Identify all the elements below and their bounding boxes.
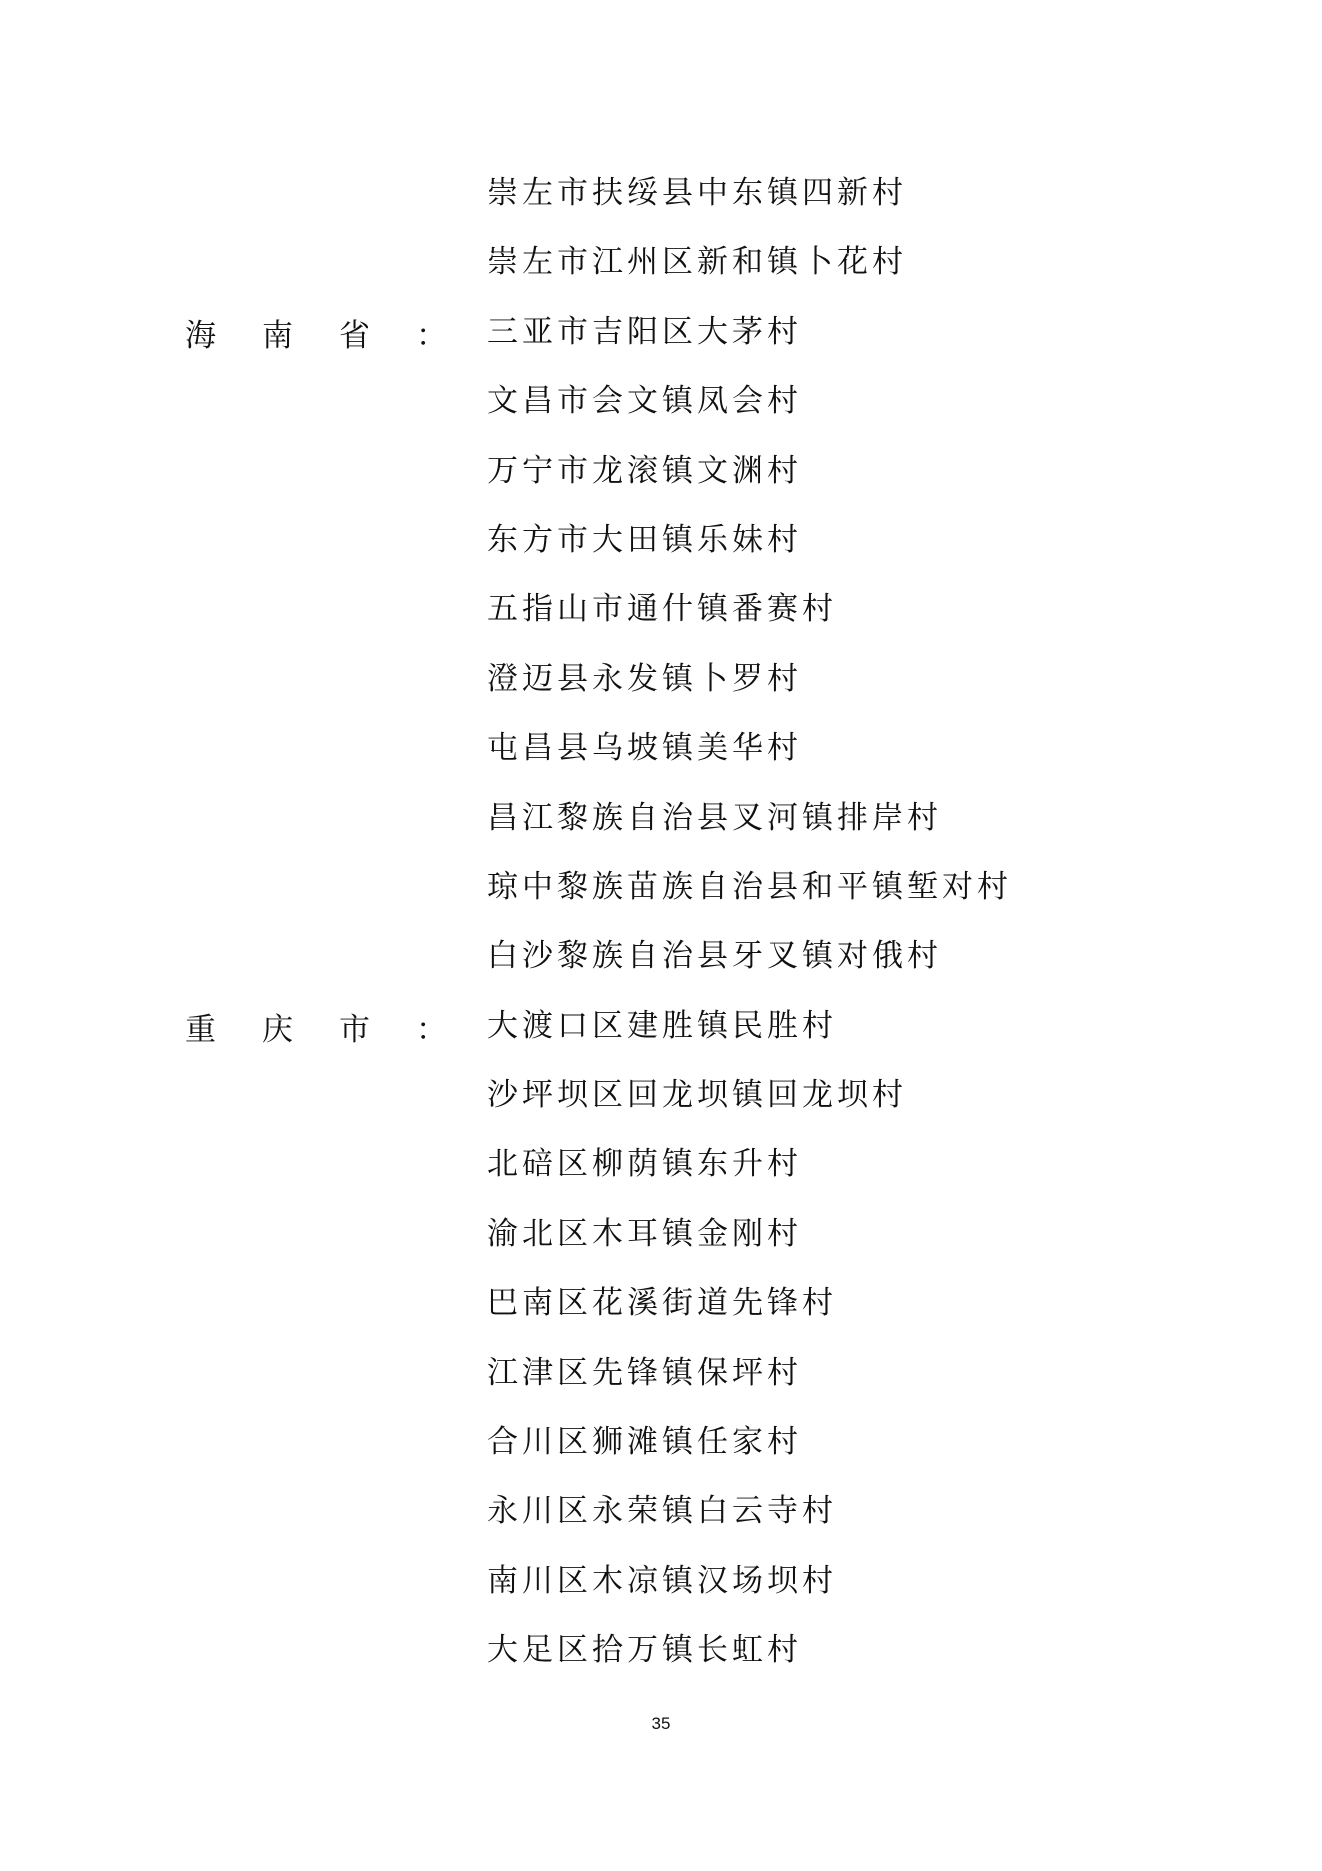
village-entry: 渝北区木耳镇金刚村: [487, 1215, 802, 1252]
village-entry: 北碚区柳荫镇东升村: [487, 1146, 802, 1183]
province-label: [185, 298, 447, 367]
list-item: [0, 645, 1322, 714]
village-entry: 三亚市吉阳区大茅村: [487, 313, 802, 350]
list-item: [0, 1200, 1322, 1269]
village-entry: 永川区永荣镇白云寺村: [487, 1493, 837, 1530]
list-item: [0, 575, 1322, 644]
province-label-char: 南: [262, 317, 293, 354]
village-entry: 澄迈县永发镇卜罗村: [487, 660, 802, 697]
section-continued: [0, 159, 1322, 298]
village-entry: 五指山市通什镇番赛村: [487, 591, 837, 628]
village-entry: 昌江黎族自治县叉河镇排岸村: [487, 799, 942, 836]
village-entry: 屯昌县乌坡镇美华村: [487, 730, 802, 767]
list-item: [0, 1269, 1322, 1338]
list-item: [0, 1339, 1322, 1408]
village-entry: 南川区木凉镇汉场坝村: [487, 1562, 837, 1599]
village-entry: 文昌市会文镇凤会村: [487, 383, 802, 420]
list-item: [0, 506, 1322, 575]
village-entry: 江津区先锋镇保坪村: [487, 1354, 802, 1391]
province-label: [185, 992, 447, 1061]
list-item: [0, 714, 1322, 783]
list-item: [0, 853, 1322, 922]
province-label-char: 市: [339, 1011, 370, 1048]
village-entry: 沙坪坝区回龙坝镇回龙坝村: [487, 1077, 907, 1114]
village-entry: 大足区拾万镇长虹村: [487, 1632, 802, 1669]
village-entry: 万宁市龙滚镇文渊村: [487, 452, 802, 489]
province-label-char: 重: [185, 1011, 216, 1048]
list-item: [0, 437, 1322, 506]
list-item: [0, 1130, 1322, 1199]
list-item: [0, 922, 1322, 991]
list-item: [0, 1061, 1322, 1130]
village-entry: 合川区狮滩镇任家村: [487, 1424, 802, 1461]
list-item: [0, 228, 1322, 297]
list-item: [0, 1547, 1322, 1616]
section-chongqing: [0, 992, 1322, 1686]
village-list: [0, 159, 1322, 1686]
province-label-char: ：: [416, 1011, 447, 1048]
list-item: [0, 1477, 1322, 1546]
province-label-char: 海: [185, 317, 216, 354]
province-label-char: 庆: [262, 1011, 293, 1048]
section-hainan: [0, 298, 1322, 992]
list-item: [0, 992, 1322, 1061]
province-label-char: ：: [416, 317, 447, 354]
village-entry: 崇左市江州区新和镇卜花村: [487, 244, 907, 281]
list-item: [0, 1408, 1322, 1477]
list-item: [0, 1616, 1322, 1685]
province-label-char: 省: [339, 317, 370, 354]
list-item: [0, 298, 1322, 367]
village-entry: 大渡口区建胜镇民胜村: [487, 1007, 837, 1044]
village-entry: 琼中黎族苗族自治县和平镇堑对村: [487, 868, 1012, 905]
village-entry: 东方市大田镇乐妹村: [487, 521, 802, 558]
village-entry: 崇左市扶绥县中东镇四新村: [487, 175, 907, 211]
village-entry: 巴南区花溪街道先锋村: [487, 1285, 837, 1322]
village-entry: 白沙黎族自治县牙叉镇对俄村: [487, 938, 942, 975]
list-item: [0, 367, 1322, 436]
page-number: 35: [651, 1714, 671, 1733]
list-item: [0, 784, 1322, 853]
list-item: [0, 159, 1322, 228]
